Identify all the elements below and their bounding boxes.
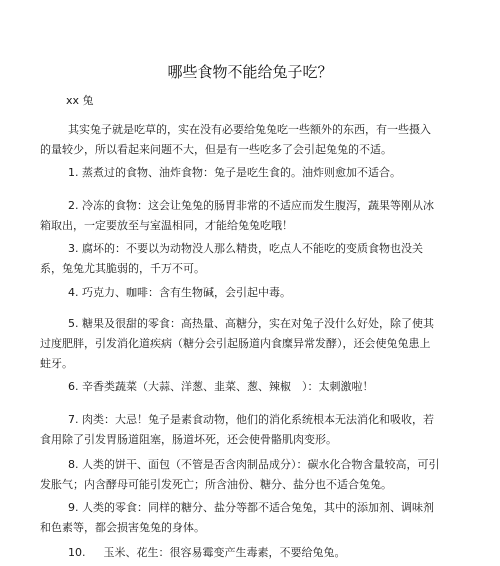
list-item-6 [40, 377, 440, 397]
item-text: 冷冻的食物：这会让兔兔的肠胃非常的不适应而发生腹泻，蔬果等刚从冰箱取出，一定要放至与室温相同，才能给兔兔吃哦！ [40, 199, 434, 232]
item-text: 肉类：大忌！兔子是素食动物，他们的消化系统根本无法消化和吸收，若食用除了引发胃肠道阻塞，肠道坏死，还会使骨骼肌肉变形。 [40, 413, 434, 446]
list-item-4 [40, 283, 440, 303]
item-text: 辛香类蔬菜（大蒜、洋葱、韭菜、葱、辣椒 ）：太刺激啦！ [82, 380, 374, 393]
item-number: 6. [68, 380, 79, 393]
document-title: 哪些食物不能给兔子吃？ [167, 63, 333, 81]
item-text: 巧克力、咖啡：含有生物碱，会引起中毒。 [82, 286, 291, 299]
list-item-10 [40, 543, 440, 563]
item-text: 蒸煮过的食物、油炸食物：兔子是吃生食的。油炸则愈加不适合。 [82, 166, 401, 179]
intro-paragraph: 其实兔子就是吃草的，实在没有必要给兔兔吃一些额外的东西，有一些摄入的量较少，所以看起来问题不大，但是有一些吃多了会引起兔兔的不适。 [40, 123, 431, 156]
item-number: 3. [68, 242, 79, 255]
author-line: xx 兔 [66, 94, 94, 107]
item-number: 7. [68, 413, 79, 426]
item-text: 玉米、花生：很容易霉变产生毒素，不要给兔兔。 [103, 546, 346, 559]
item-number: 4. [68, 286, 79, 299]
list-item-7 [40, 410, 440, 450]
item-text: 腐坏的：不要以为动物没人那么精贵，吃点人不能吃的变质食物也没关系，兔兔尤其脆弱的，千万不可。 [40, 242, 423, 275]
list-item-5 [40, 314, 440, 374]
item-number: 5. [68, 317, 79, 330]
item-number: 8. [68, 458, 79, 471]
item-number: 10. [68, 546, 86, 559]
item-text: 糖果及很甜的零食：高热量、高糖分，实在对兔子没什么好处，除了使其过度肥胖，引发消化道疾病（糖分会引起肠道内食糜异常发酵），还会使兔兔患上蛀牙。 [40, 317, 434, 370]
item-number: 9. [68, 501, 79, 514]
list-item-3 [40, 239, 440, 279]
item-number: 1. [68, 166, 79, 179]
list-item-2 [40, 196, 440, 236]
item-text: 人类的零食：同样的糖分、盐分等都不适合兔兔，其中的添加剂、调味剂和色素等，都会损害兔兔的身体。 [40, 501, 434, 534]
item-number: 2. [68, 199, 79, 212]
list-item-1 [40, 163, 440, 183]
list-item-8 [40, 455, 440, 495]
item-text: 人类的饼干、面包（不管是否含肉制品成分）：碳水化合物含量较高，可引发胀气；内含酵母可能引发死亡；所含油份、糖分、盐分也不适合兔兔。 [40, 458, 440, 491]
list-item-9 [40, 498, 440, 538]
